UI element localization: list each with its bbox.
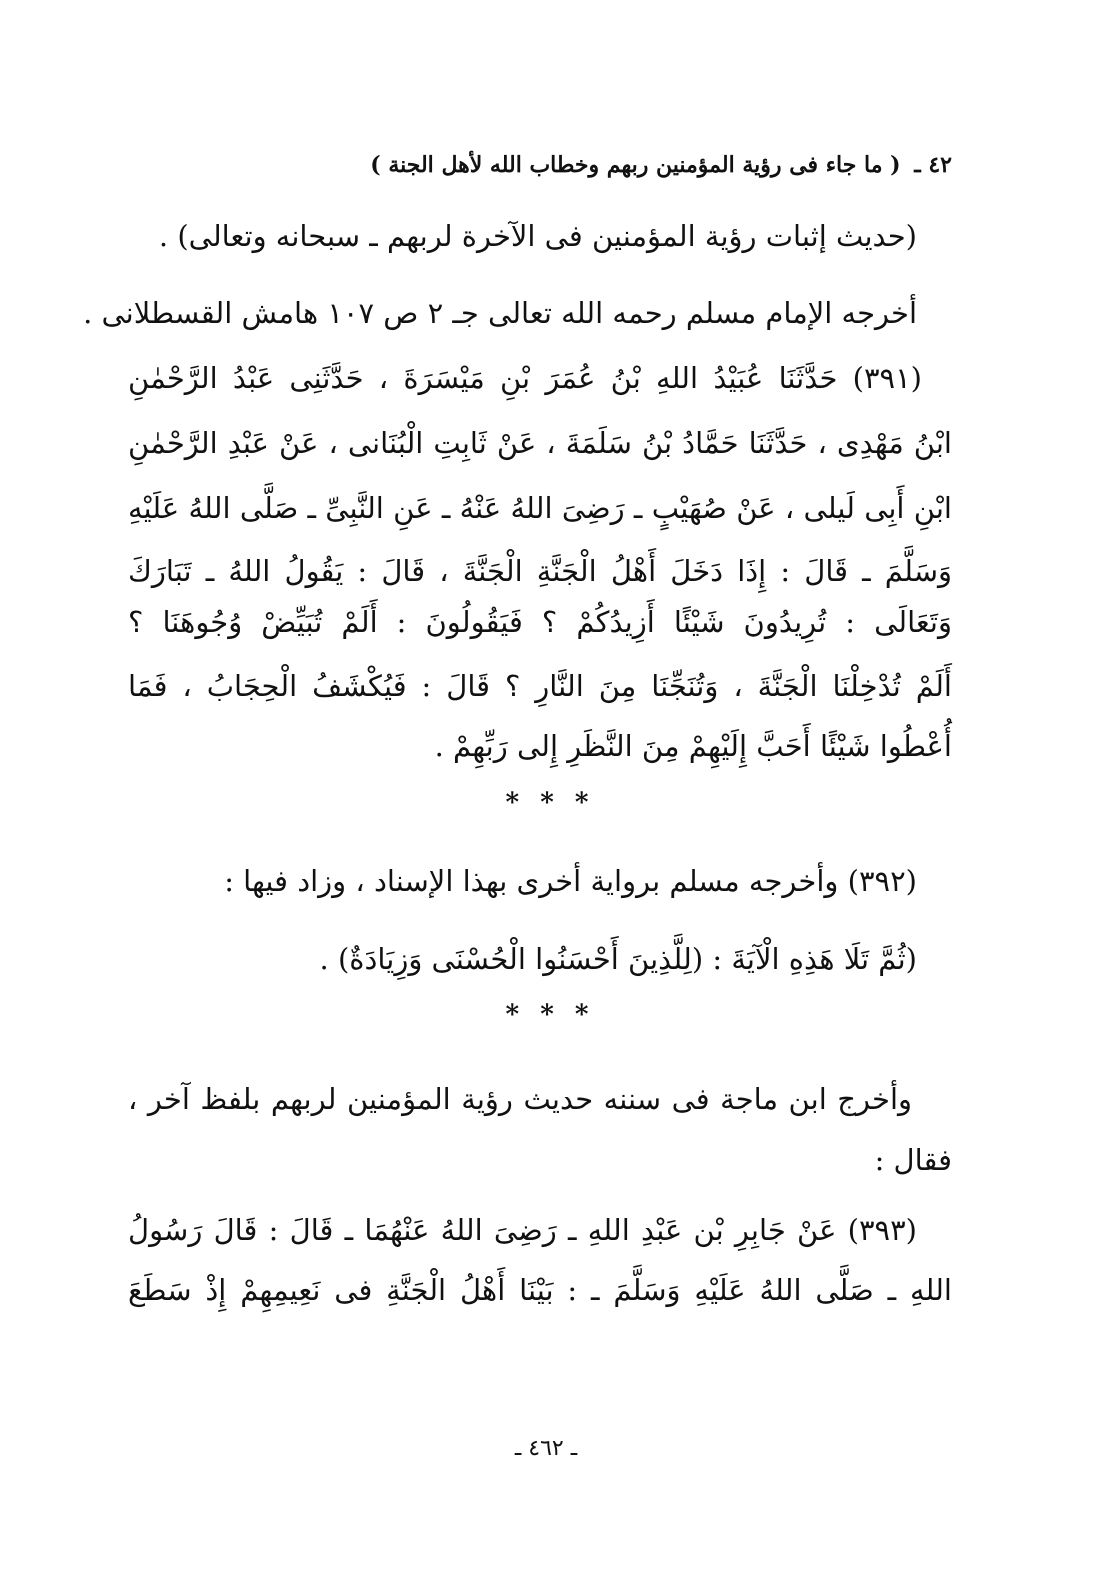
hadith-393-line-2: اللهِ ـ صَلَّى اللهُ عَلَيْهِ وَسَلَّمَ ـ : بَيْنَا أَهْلُ الْجَنَّةِ فى نَعِيمِهِمْ إِذْ سَطَعَ: [128, 1273, 952, 1307]
chapter-title: ( ما جاء فى رؤية المؤمنين ربهم وخطاب الله لأهل الجنة ): [370, 152, 901, 178]
hadith-391-line-6: أَلَمْ تُدْخِلْنَا الْجَنَّةَ ، وَتُنَجِّنَا مِنَ النَّارِ ؟ قَالَ : فَيُكْشَفُ الْحِجَابُ ، فَمَا: [128, 669, 952, 703]
section-separator: * * *: [505, 788, 595, 818]
hadith-392-line-1: (٣٩٢) وأخرجه مسلم برواية أخرى بهذا الإسناد ، وزاد فيها :: [224, 864, 917, 898]
section-heading: (حديث إثبات رؤية المؤمنين فى الآخرة لربهم ـ سبحانه وتعالى) .: [158, 219, 917, 253]
section-separator: * * *: [505, 1000, 595, 1030]
hadith-391-line-1: (٣٩١) حَدَّثَنَا عُبَيْدُ اللهِ بْنُ عُمَرَ بْنِ مَيْسَرَةَ ، حَدَّثَنِى عَبْدُ الرَّحْمٰنِ: [128, 361, 922, 395]
hadith-391-line-2: ابْنُ مَهْدِى ، حَدَّثَنَا حَمَّادُ بْنُ سَلَمَةَ ، عَنْ ثَابِتِ الْبُنَانى ، عَنْ عَبْدِ الرَّحْمٰنِ: [128, 426, 952, 460]
hadith-391-line-3: ابْنِ أَبِى لَيلى ، عَنْ صُهَيْبٍ ـ رَضِىَ اللهُ عَنْهُ ـ عَنِ النَّبِىِّ ـ صَلَّى اللهُ عَلَيْهِ: [128, 491, 952, 525]
page-number: ـ ٤٦٢ ـ: [514, 1436, 578, 1461]
chapter-number: ٤٢ ـ: [914, 152, 952, 178]
hadith-391-line-7: أُعْطُوا شَيْئًا أَحَبَّ إِلَيْهِمْ مِنَ النَّظَرِ إِلى رَبِّهِمْ .: [434, 729, 952, 763]
hadith-392-line-2: (ثُمَّ تَلَا هَذِهِ الْآيَةَ : (لِلَّذِينَ أَحْسَنُوا الْحُسْنَى وَزِيَادَةٌ) .: [319, 942, 917, 976]
hadith-391-line-4: وَسَلَّمَ ـ قَالَ : إِذَا دَخَلَ أَهْلُ الْجَنَّةِ الْجَنَّةَ ، قَالَ : يَقُولُ اللهُ ـ تَبَارَكَ: [128, 554, 952, 588]
ibn-majah-intro-line-2: فقال :: [874, 1143, 952, 1177]
hadith-391-line-5: وَتَعَالَى : تُرِيدُونَ شَيْئًا أَزِيدُكُمْ ؟ فَيَقُولُونَ : أَلَمْ تُبَيِّضْ وُجُوهَنَا ؟: [128, 605, 952, 639]
source-line: أخرجه الإمام مسلم رحمه الله تعالى جـ ٢ ص ١٠٧ هامش القسطلانى .: [83, 296, 917, 330]
ibn-majah-intro-line-1: وأخرج ابن ماجة فى سننه حديث رؤية المؤمنين لربهم بلفظ آخر ،: [128, 1082, 912, 1116]
hadith-393-line-1: (٣٩٣) عَنْ جَابِرِ بْن عَبْدِ اللهِ ـ رَضِىَ اللهُ عَنْهُمَا ـ قَالَ : قَالَ رَسُولُ: [128, 1213, 917, 1247]
running-header: [275, 150, 952, 180]
